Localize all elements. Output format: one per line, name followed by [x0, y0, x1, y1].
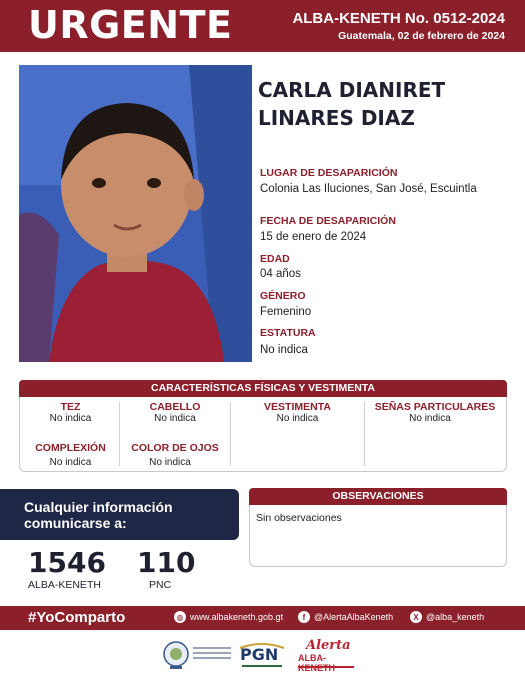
- cabello-label: CABELLO: [149, 401, 201, 413]
- ojos-value: No indica: [149, 457, 191, 468]
- hashtag: #YoComparto: [28, 609, 126, 626]
- alerta-alba-keneth-logo: [298, 638, 354, 670]
- lugar-value: Colonia Las Iluciones, San José, Escuintla: [260, 183, 477, 195]
- observations-text: Sin observaciones: [256, 512, 342, 524]
- lugar-label: LUGAR DE DESAPARICIÓN: [260, 167, 398, 179]
- guatemala-seal-logo: [162, 640, 190, 675]
- x-icon: X: [410, 611, 422, 623]
- facebook-text: @AlertaAlbaKeneth: [314, 612, 394, 622]
- urgent-title: URGENTE: [28, 3, 233, 47]
- globe-icon: ◍: [174, 611, 186, 623]
- complexion-label: COMPLEXIÓN: [35, 442, 106, 454]
- vestimenta-value: No indica: [276, 413, 319, 424]
- x-link[interactable]: [410, 611, 484, 623]
- person-name: [258, 76, 513, 132]
- facebook-link[interactable]: [298, 611, 393, 623]
- estatura-label: ESTATURA: [260, 327, 316, 339]
- tez-label: TEZ: [60, 401, 81, 413]
- contact-line1: Cualquier información: [24, 499, 173, 515]
- website-link[interactable]: [174, 611, 283, 623]
- complexion-value: No indica: [49, 457, 92, 468]
- person-name-line2: LINARES DIAZ: [258, 106, 415, 130]
- hotline-label-pnc: PNC: [149, 579, 172, 591]
- contact-text: [24, 499, 173, 531]
- senas-value: No indica: [409, 413, 451, 424]
- characteristics-title: CARACTERÍSTICAS FÍSICAS Y VESTIMENTA: [19, 380, 507, 397]
- fecha-value: 15 de enero de 2024: [260, 231, 367, 243]
- pgn-text: PGN: [240, 645, 279, 664]
- hotline-label-alba: ALBA-KENETH: [28, 579, 101, 591]
- alerta-logo-line2: ALBA-: [298, 653, 326, 663]
- x-handle-text: @alba_keneth: [426, 612, 485, 622]
- person-name-line1: CARLA DIANIRET: [258, 78, 446, 102]
- ojos-label: COLOR DE OJOS: [131, 442, 219, 454]
- missing-person-photo: [19, 65, 252, 362]
- contact-line2: comunicarse a:: [24, 515, 127, 531]
- alert-location-date: Guatemala, 02 de febrero de 2024: [338, 30, 505, 42]
- pgn-logo: [238, 640, 286, 670]
- tez-value: No indica: [49, 413, 92, 424]
- cabello-value: No indica: [154, 413, 196, 424]
- fecha-label: FECHA DE DESAPARICIÓN: [260, 215, 396, 227]
- website-text: www.albakeneth.gob.gt: [190, 612, 284, 622]
- genero-value: Femenino: [260, 306, 312, 318]
- observations-title: OBSERVACIONES: [249, 488, 507, 505]
- facebook-icon: f: [298, 611, 310, 623]
- hotline-number-alba[interactable]: 1546: [28, 546, 106, 579]
- hotline-number-pnc[interactable]: 110: [137, 546, 196, 579]
- genero-label: GÉNERO: [260, 290, 306, 302]
- estatura-value: No indica: [260, 344, 308, 356]
- vestimenta-label: VESTIMENTA: [264, 401, 331, 413]
- government-text-logo: [193, 643, 231, 670]
- edad-label: EDAD: [260, 253, 290, 265]
- alerta-logo-line1: Alerta: [306, 638, 351, 653]
- alert-number: ALBA-KENETH No. 0512-2024: [292, 10, 505, 27]
- senas-label: SEÑAS PARTICULARES: [374, 401, 496, 413]
- edad-value: 04 años: [260, 268, 301, 280]
